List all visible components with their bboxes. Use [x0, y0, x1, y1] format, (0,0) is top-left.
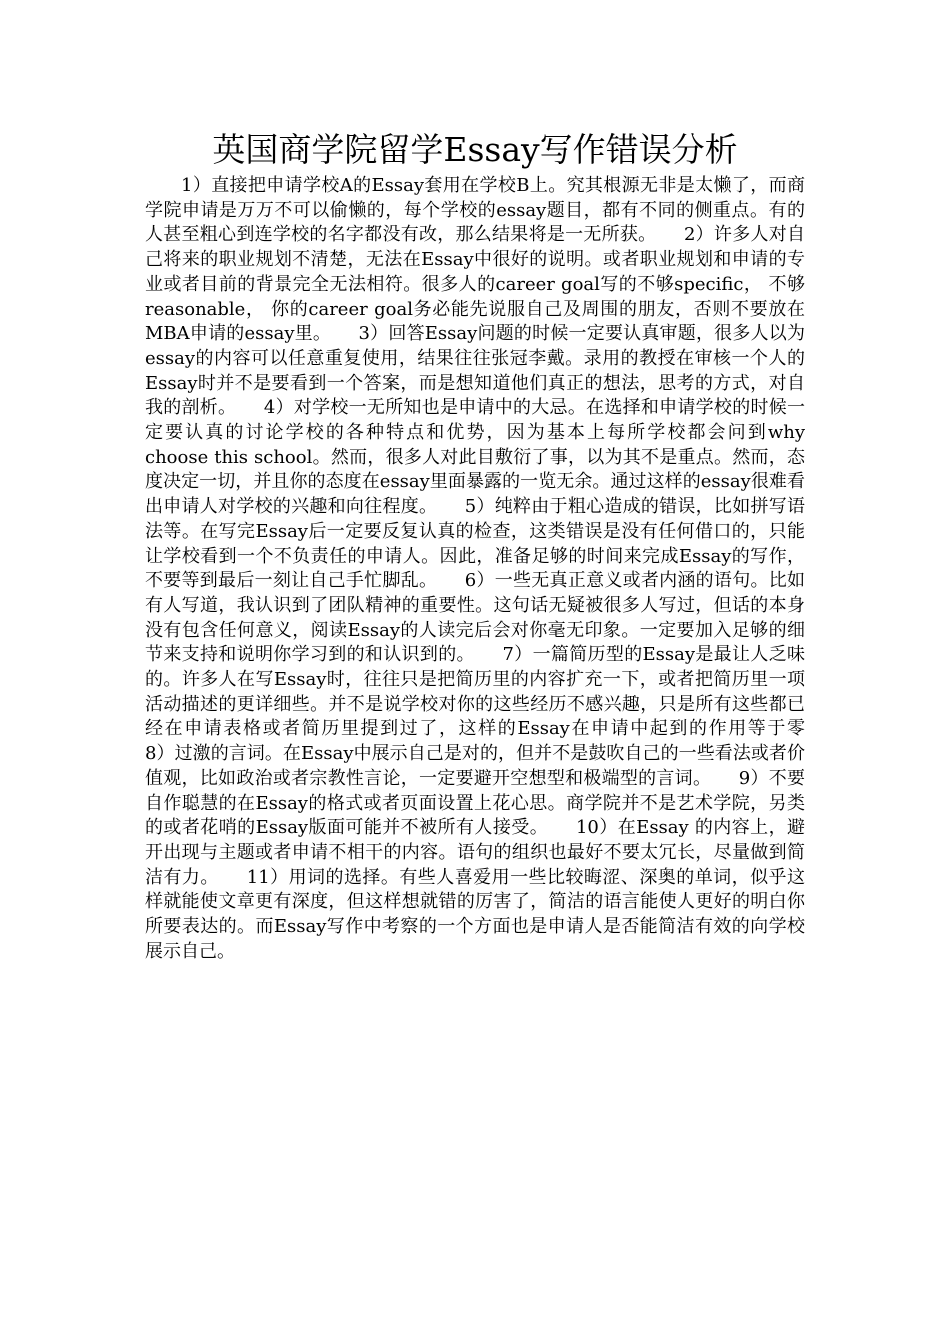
- document-body-paragraph: 1）直接把申请学校A的Essay套用在学校B上。究其根源无非是太懒了，而商学院申请是万万不可以偷懒的，每个学校的essay题目，都有不同的侧重点。有的人甚至粗心到连学校的名字都没有改，那么结果将是一无所获。 2）许多人对自己将来的职业规划不清楚，无法在Essay中很好的说明。或者职业规划和申请的专业或者目前的背景完全无法相符。很多人的career goal写的不够specific， 不够reasonable， 你的career goal务必能先说服自己及周围的朋友，否则不要放在MBA申请的essay里。 3）回答Essay问题的时候一定要认真审题，很多人以为essay的内容可以任意重复使用，结果往往张冠李戴。录用的教授在审核一个人的Essay时并不是要看到一个答案，而是想知道他们真正的想法，思考的方式，对自我的剖析。 4）对学校一无所知也是申请中的大忌。在选择和申请学校的时候一定要认真的讨论学校的各种特点和优势，因为基本上每所学校都会问到why choose this school。然而，很多人对此目敷衍了事，以为其不是重点。然而，态度决定一切，并且你的态度在essay里面暴露的一览无余。通过这样的essay很难看出申请人对学校的兴趣和向往程度。 5）纯粹由于粗心造成的错误，比如拼写语法等。在写完Essay后一定要反复认真的检查，这类错误是没有任何借口的，只能让学校看到一个不负责任的申请人。因此，准备足够的时间来完成Essay的写作，不要等到最后一刻让自己手忙脚乱。 6）一些无真正意义或者内涵的语句。比如有人写道，我认识到了团队精神的重要性。这句话无疑被很多人写过，但话的本身没有包含任何意义，阅读Essay的人读完后会对你毫无印象。一定要加入足够的细节来支持和说明你学习到的和认识到的。 7）一篇简历型的Essay是最让人乏味的。许多人在写Essay时，往往只是把简历里的内容扩充一下，或者把简历里一项活动描述的更详细些。并不是说学校对你的这些经历不感兴趣，只是所有这些都已经在申请表格或者简历里提到过了，这样的Essay在申请中起到的作用等于零 8）过激的言词。在Essay中展示自己是对的，但并不是鼓吹自己的一些看法或者价值观，比如政治或者宗教性言论，一定要避开空想型和极端型的言词。 9）不要自作聪慧的在Essay的格式或者页面设置上花心思。商学院并不是艺术学院，另类的或者花哨的Essay版面可能并不被所有人接受。 10）在Essay 的内容上，避开出现与主题或者申请不相干的内容。语句的组织也最好不要太冗长，尽量做到简洁有力。 11）用词的选择。有些人喜爱用一些比较晦涩、深奥的单词，似乎这样就能使文章更有深度，但这样想就错的厉害了，简洁的语言能使人更好的明白你所要表达的。而Essay写作中考察的一个方面也是申请人是否能简洁有效的向学校展示自己。: [145, 175, 841, 962]
- document-title: 英国商学院留学Essay写作错误分析: [212, 130, 738, 169]
